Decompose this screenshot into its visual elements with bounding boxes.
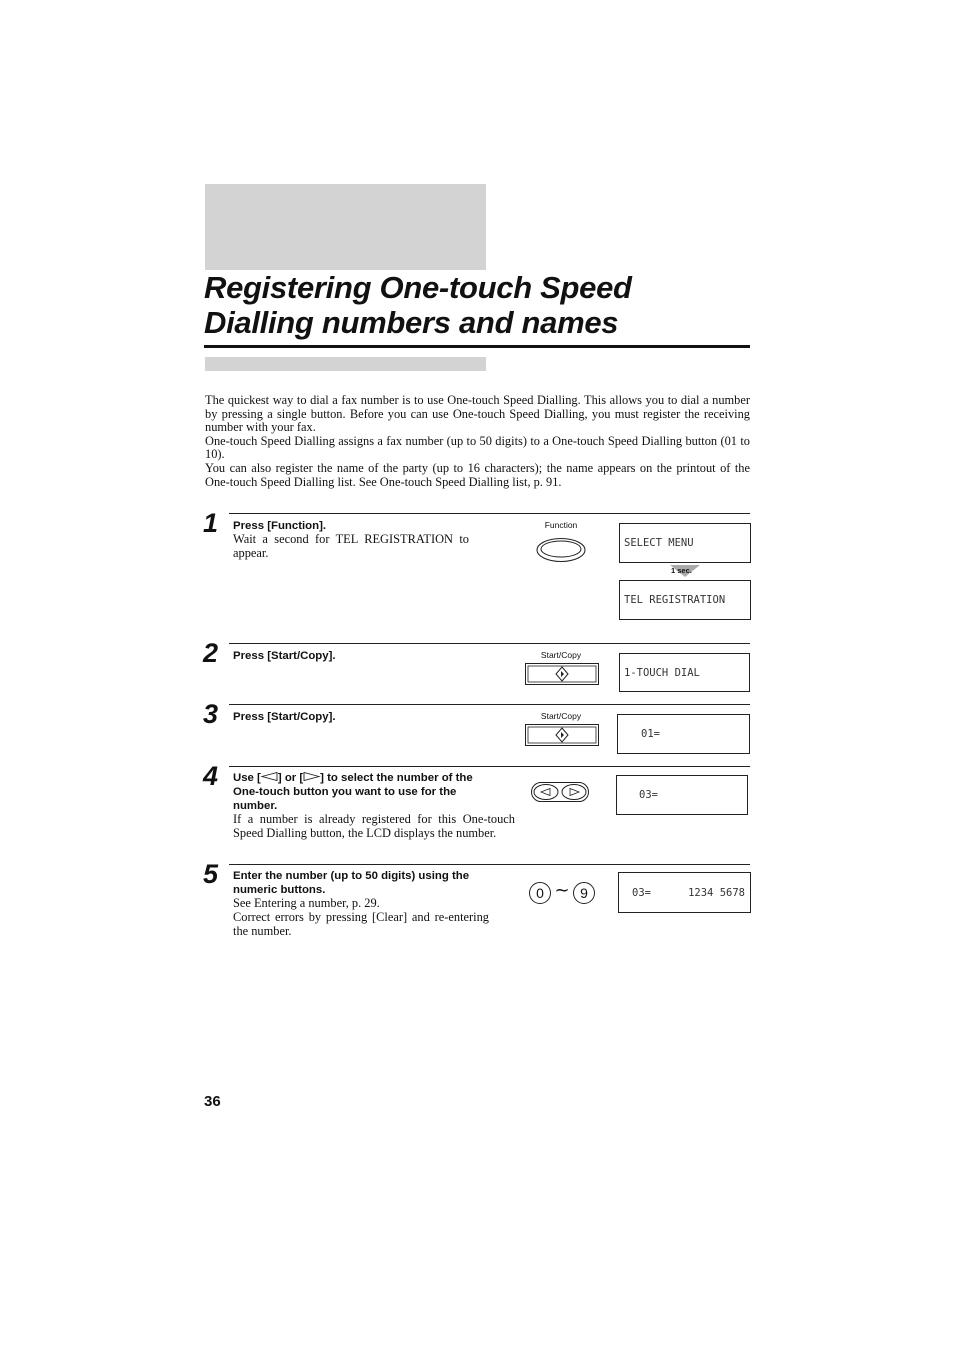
- left-right-keys-icon[interactable]: [531, 782, 589, 802]
- start-copy-button-icon[interactable]: [525, 663, 599, 685]
- lcd-display: [619, 580, 751, 620]
- step-4-text: [233, 771, 515, 841]
- step-4-instruction-part: ] to select the number of the One-touch button you want to use for the number.: [233, 772, 473, 812]
- step-5-instruction: Enter the number (up to 50 digits) using the numeric buttons.: [233, 870, 470, 896]
- function-key-label: Function: [544, 520, 578, 530]
- step-1-detail: Wait a second for TEL REGISTRATION to appear.: [233, 532, 469, 560]
- subtitle-gray-bar: [205, 357, 486, 371]
- step-5-text: [233, 869, 489, 938]
- step-2-text: [233, 649, 515, 663]
- nine-key-icon: 9: [573, 882, 595, 904]
- right-arrow-icon: [303, 772, 320, 781]
- step-2-number: 2: [203, 638, 219, 668]
- lcd-text: 03=: [639, 789, 658, 801]
- step-1-instruction: Press [Function].: [233, 520, 327, 532]
- function-button-icon[interactable]: [536, 537, 588, 563]
- intro-paragraph: One-touch Speed Dialling assigns a fax number (up to 50 digits) to a One-touch Speed Dialling button (01 to 10).: [205, 433, 750, 462]
- intro-paragraph: You can also register the name of the party (up to 16 characters); the name appears on the printout of the One-touch Speed Dialling list. See One-touch Speed Dialling list, p. 91.: [205, 460, 750, 489]
- zero-key-icon: 0: [529, 882, 551, 904]
- lcd-text: 1-TOUCH DIAL: [624, 666, 700, 679]
- step-3-rule: [229, 704, 750, 705]
- lcd-display: [619, 653, 750, 692]
- lcd-display: [616, 775, 748, 815]
- step-5-detail: Correct errors by pressing [Clear] and re-entering the number.: [233, 909, 489, 938]
- start-copy-button-icon[interactable]: [525, 724, 599, 746]
- lcd-display: [619, 523, 751, 563]
- step-4-instruction: [233, 771, 491, 813]
- step-3-text: [233, 710, 515, 724]
- lcd-text: SELECT MENU: [624, 537, 694, 549]
- step-2-instruction: Press [Start/Copy].: [233, 650, 336, 662]
- step-4-instruction-part: Use [: [233, 772, 261, 784]
- step-1-number: 1: [203, 508, 219, 538]
- tilde-symbol: ~: [554, 880, 570, 901]
- step-4-instruction-part: ] or [: [277, 772, 304, 784]
- step-4-rule: [229, 766, 750, 767]
- intro-paragraph: The quickest way to dial a fax number is to use One-touch Speed Dialling. This allows you to dial a number by pressing a single button. Before you can use One-touch Speed Dialling, you must register the receiving number with your fax.: [205, 393, 750, 435]
- title-rule: [204, 345, 750, 348]
- lcd-display: [617, 714, 750, 754]
- step-2-rule: [229, 643, 750, 644]
- step-3-number: 3: [203, 699, 219, 729]
- page-title-line-1: Registering One-touch Speed: [204, 270, 632, 305]
- header-gray-block: [205, 184, 486, 270]
- intro-text: [205, 394, 750, 489]
- page-number: 36: [204, 1093, 221, 1110]
- page-title-line-2: Dialling numbers and names: [204, 305, 619, 340]
- page-title: [204, 270, 764, 340]
- step-4-number: 4: [203, 761, 219, 791]
- delay-label: 1 sec.: [671, 566, 692, 575]
- lcd-text: 1234 5678: [688, 886, 745, 899]
- lcd-text: TEL REGISTRATION: [624, 594, 726, 606]
- step-4-detail: If a number is already registered for this One-touch Speed Dialling button, the LCD displays the number.: [233, 812, 515, 840]
- step-5-detail: See Entering a number, p. 29.: [233, 896, 380, 910]
- lcd-text: 01=: [641, 728, 660, 740]
- lcd-text: 03=: [632, 886, 651, 899]
- step-1-rule: [229, 513, 750, 514]
- start-copy-key-label: Start/Copy: [540, 650, 582, 660]
- step-1-text: [233, 519, 469, 561]
- step-5-rule: [229, 864, 750, 865]
- step-5-number: 5: [203, 859, 219, 889]
- start-copy-key-label: Start/Copy: [540, 711, 582, 721]
- lcd-display: [618, 872, 751, 913]
- numeric-keys-icon[interactable]: [529, 882, 599, 904]
- left-arrow-icon: [261, 772, 278, 781]
- step-3-instruction: Press [Start/Copy].: [233, 711, 336, 723]
